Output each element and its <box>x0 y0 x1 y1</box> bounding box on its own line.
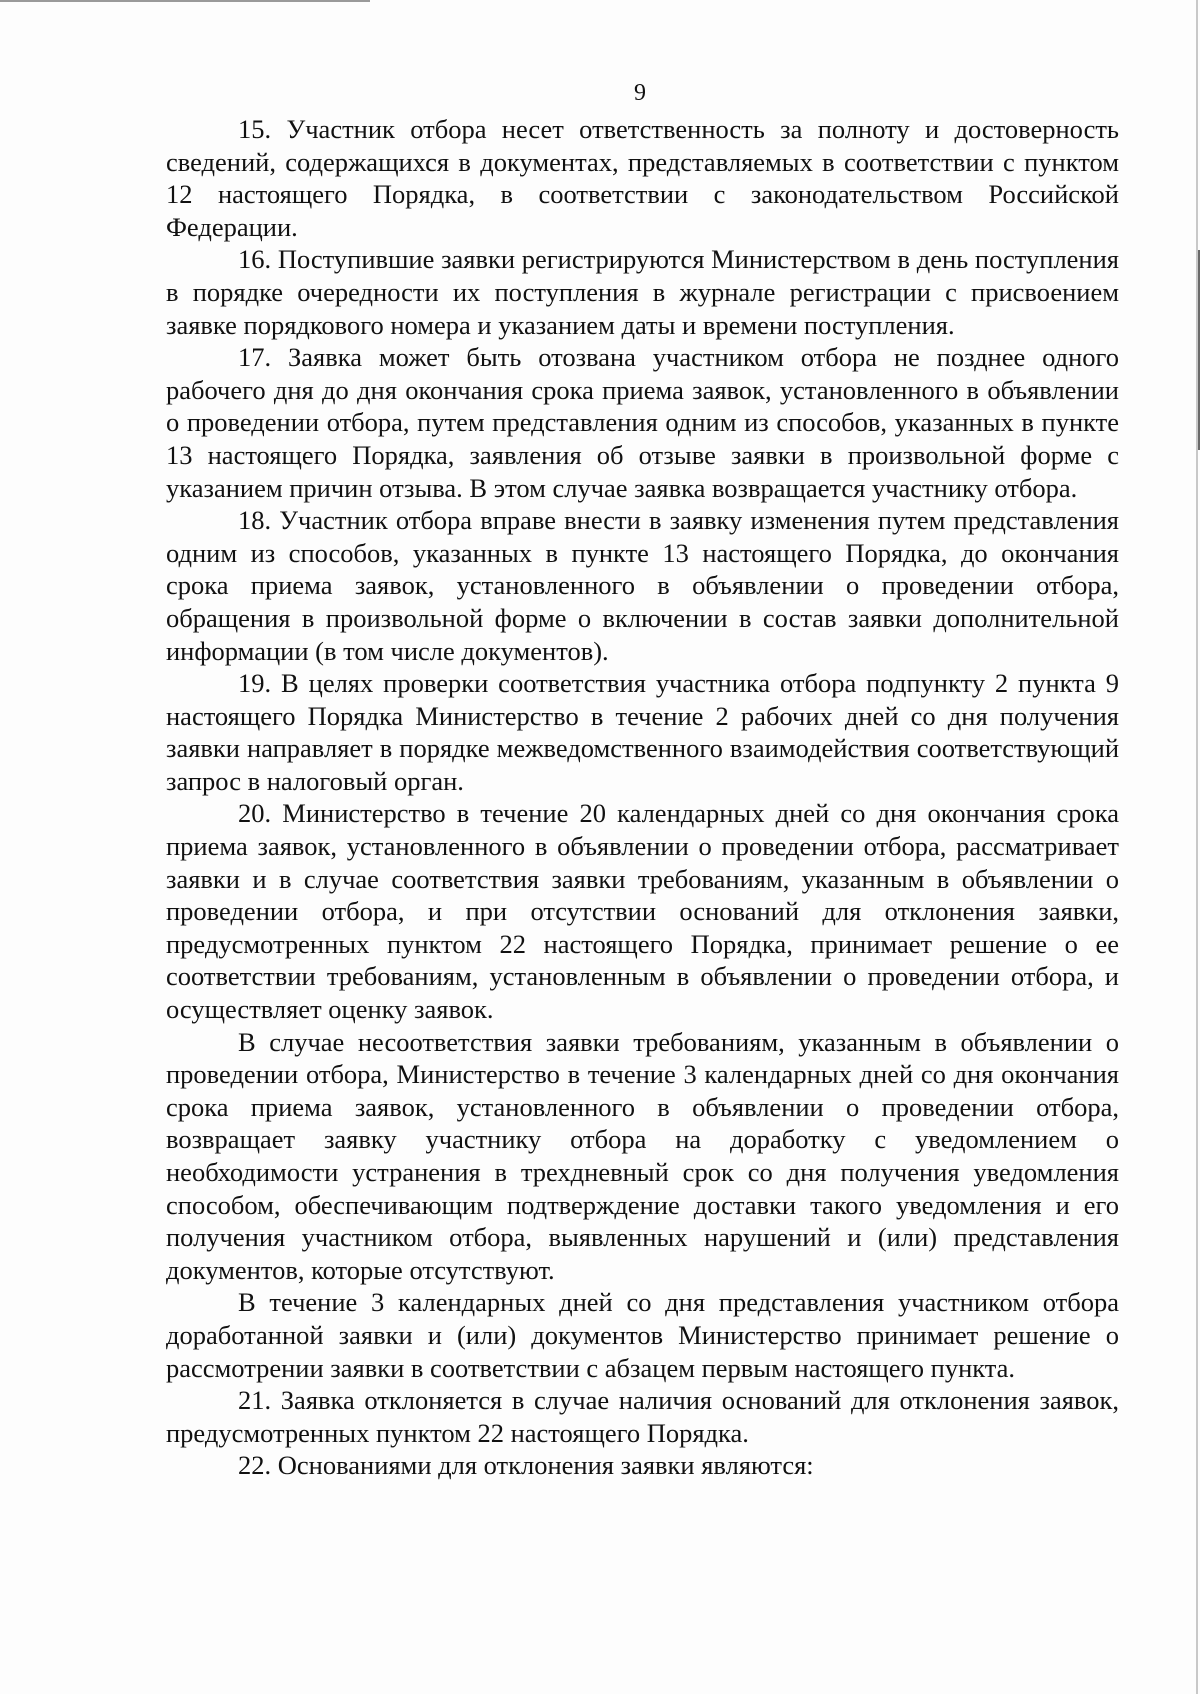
paragraph-16: 16. Поступившие заявки регистрируются Министерством в день поступления в порядке очередности их поступления в журнале регистрации с присвоением заявке порядкового номера и указанием даты и времени поступления. <box>166 244 1119 340</box>
paragraph-20: 20. Министерство в течение 20 календарных дней со дня окончания срока приема заявок, установленного в объявлении о проведении отбора, рассматривает заявки и в случае соответствия заявки требованиям, указанным в объявлении о проведении отбора, и при отсутствии оснований для отклонения заявки, предусмотренных пунктом 22 настоящего Порядка, принимает решение о ее соответствии требованиям, установленным в объявлении о проведении отбора, и осуществляет оценку заявок. <box>166 798 1119 1025</box>
paragraph-19: 19. В целях проверки соответствия участника отбора подпункту 2 пункта 9 настоящего Порядка Министерство в течение 2 рабочих дней со дня получения заявки направляет в порядке межведомственного взаимодействия соответствующий запрос в налоговый орган. <box>166 668 1119 796</box>
page-number: 9 <box>634 80 646 106</box>
paragraph-18: 18. Участник отбора вправе внести в заявку изменения путем представления одним из способов, указанных в пункте 13 настоящего Порядка, до окончания срока приема заявок, установленного в объявлении о проведении отбора, обращения в произвольной форме о включении в состав заявки дополнительной информации (в том числе документов). <box>166 505 1119 666</box>
paragraph-15: 15. Участник отбора несет ответственность за полноту и достоверность сведений, содержащихся в документах, представляемых в соответствии с пунктом 12 настоящего Порядка, в соответствии с законодательством Российской Федерации. <box>166 114 1119 242</box>
paragraph-21: 21. Заявка отклоняется в случае наличия оснований для отклонения заявок, предусмотренных пунктом 22 настоящего Порядка. <box>166 1385 1119 1448</box>
paragraph-17: 17. Заявка может быть отозвана участником отбора не позднее одного рабочего дня до дня окончания срока приема заявок, установленного в объявлении о проведении отбора, путем представления одним из способов, указанных в пункте 13 настоящего Порядка, заявления об отзыве заявки в произвольной форме с указанием причин отзыва. В этом случае заявка возвращается участнику отбора. <box>166 342 1119 503</box>
paragraph-22: 22. Основаниями для отклонения заявки являются: <box>238 1450 814 1481</box>
document-body <box>166 113 1119 1482</box>
scan-edge-top <box>0 0 370 2</box>
paragraph-20-part-2: В случае несоответствия заявки требованиям, указанным в объявлении о проведении отбора, Министерство в течение 3 календарных дней со дня окончания срока приема заявок, установленного в объявлении о проведении отбора, возвращает заявку участнику отбора на доработку с уведомлением о необходимости устранения в трехдневный срок со дня получения уведомления способом, обеспечивающим подтверждение доставки такого уведомления и его получения участником отбора, выявленных нарушений и (или) представления документов, которые отсутствуют. <box>166 1026 1119 1285</box>
paragraph-20-part-3: В течение 3 календарных дней со дня представления участником отбора доработанной заявки и (или) документов Министерство принимает решение о рассмотрении заявки в соответствии с абзацем первым настоящего пункта. <box>166 1287 1119 1383</box>
